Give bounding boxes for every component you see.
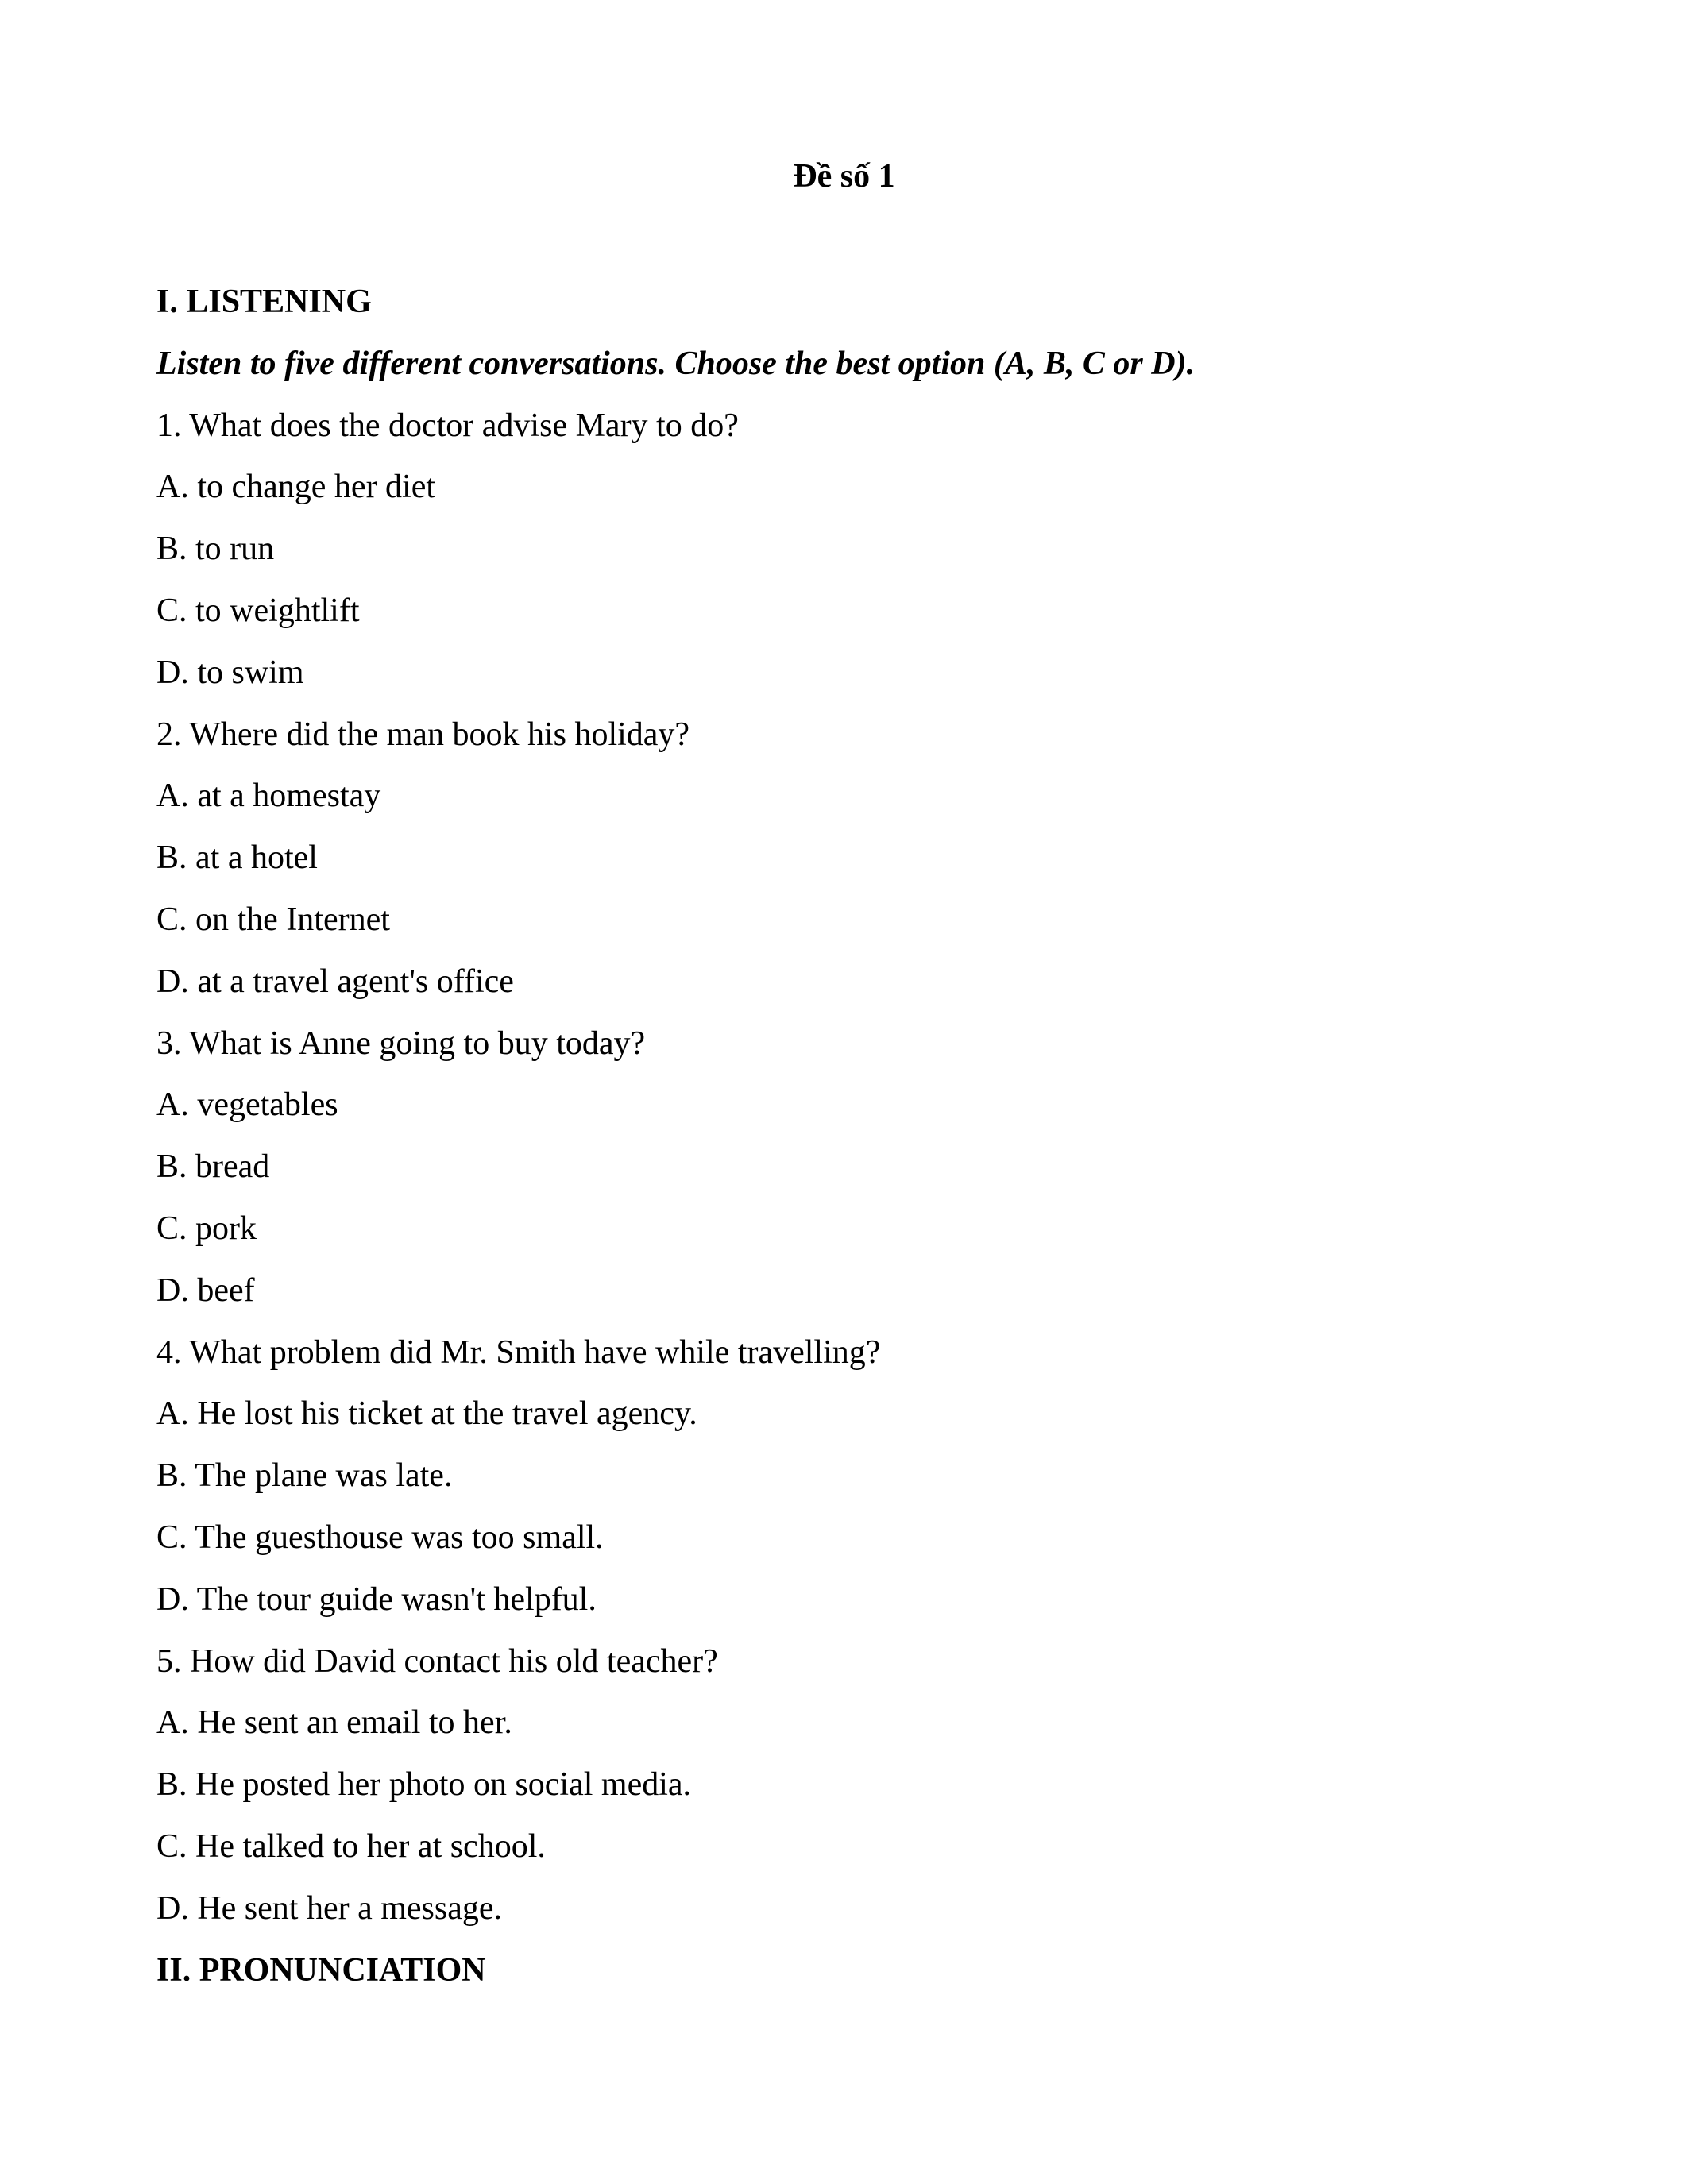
question-text: 5. How did David contact his old teacher? [156, 1642, 718, 1680]
section-heading-pronunciation: II. PRONUNCIATION [156, 1951, 486, 1989]
question-1 [156, 396, 1539, 704]
question-4 [156, 1322, 1539, 1631]
question-text: 3. What is Anne going to buy today? [156, 1024, 646, 1062]
option-c: C. pork [156, 1210, 257, 1247]
question-5 [156, 1631, 1539, 1940]
section-heading-listening: I. LISTENING [156, 284, 372, 320]
option-a: A. vegetables [156, 1086, 338, 1124]
option-d: D. beef [156, 1271, 255, 1309]
option-a: A. He sent an email to her. [156, 1704, 512, 1742]
document-body [156, 272, 1539, 2001]
option-d: D. He sent her a message. [156, 1889, 503, 1927]
option-b: B. at a hotel [156, 839, 318, 877]
document-title: Đề số 1 [793, 158, 895, 195]
option-b: B. to run [156, 531, 275, 568]
option-b: B. The plane was late. [156, 1457, 453, 1495]
option-b: B. bread [156, 1148, 270, 1186]
question-text: 2. Where did the man book his holiday? [156, 716, 690, 753]
section-instruction: Listen to five different conversations. Choose the best option (A, B, C or D). [156, 345, 1196, 382]
option-a: A. He lost his ticket at the travel agency. [156, 1395, 697, 1433]
option-d: D. to swim [156, 654, 304, 691]
option-d: D. The tour guide wasn't helpful. [156, 1580, 597, 1618]
question-2 [156, 704, 1539, 1013]
question-text: 4. What problem did Mr. Smith have while travelling? [156, 1333, 881, 1371]
option-a: A. at a homestay [156, 778, 381, 815]
option-c: C. on the Internet [156, 901, 390, 938]
option-d: D. at a travel agent's office [156, 963, 514, 1000]
option-c: C. The guesthouse was too small. [156, 1518, 604, 1556]
option-c: C. to weightlift [156, 592, 360, 629]
option-c: C. He talked to her at school. [156, 1827, 546, 1865]
question-text: 1. What does the doctor advise Mary to do? [156, 407, 739, 444]
question-3 [156, 1013, 1539, 1322]
option-a: A. to change her diet [156, 469, 436, 506]
option-b: B. He posted her photo on social media. [156, 1766, 692, 1804]
